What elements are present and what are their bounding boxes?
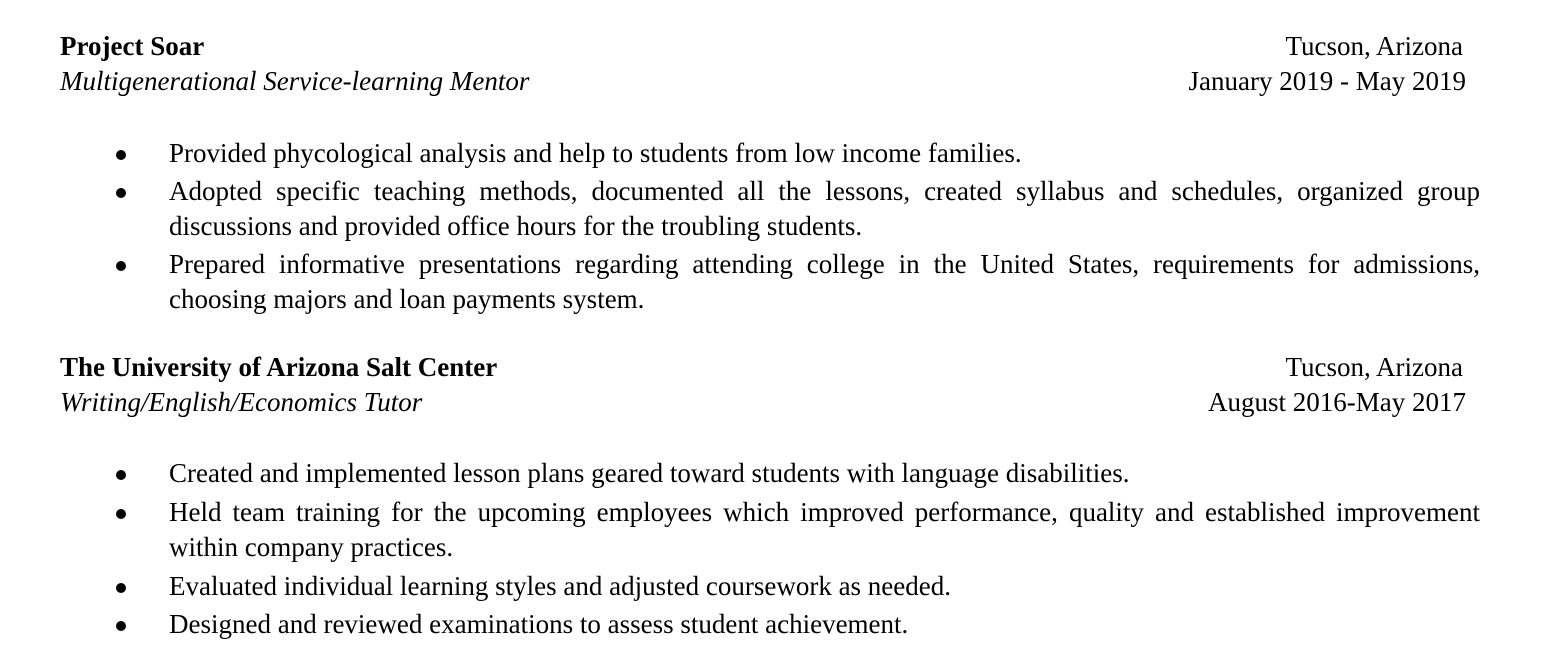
location: Tucson, Arizona — [1285, 31, 1463, 61]
entry-subheader — [60, 64, 1480, 99]
bullet-text: Provided phycological analysis and help to students from low income families. — [169, 138, 1022, 168]
bullet-text: Prepared informative presentations regarding attending college in the United States, requirements for admissions, choosing majors and loan payments system. — [169, 248, 1480, 314]
experience-entry-project-soar — [60, 29, 1480, 314]
role-title: Multigenerational Service-learning Mentor — [60, 66, 530, 96]
list-item — [110, 495, 1480, 566]
entry-header — [60, 350, 1480, 385]
role-title: Writing/English/Economics Tutor — [60, 387, 423, 417]
bullet-icon — [116, 470, 126, 480]
bullet-icon — [116, 150, 126, 160]
entry-subheader — [60, 385, 1480, 420]
list-item — [110, 569, 1480, 605]
bullet-text: Adopted specific teaching methods, documented all the lessons, created syllabus and schedules, organized group discussions and provided office hours for the troubling students. — [169, 175, 1480, 241]
date-range: January 2019 - May 2019 — [1188, 66, 1466, 96]
bullet-text: Held team training for the upcoming employees which improved performance, quality and established improvement within company practices. — [169, 496, 1480, 562]
responsibility-list — [110, 136, 1480, 320]
bullet-icon — [116, 509, 126, 519]
entry-header — [60, 29, 1480, 64]
bullet-icon — [116, 621, 126, 631]
list-item — [110, 136, 1480, 172]
list-item — [110, 247, 1480, 318]
list-item — [110, 456, 1480, 492]
experience-entry-salt-center — [60, 350, 1480, 639]
bullet-text: Created and implemented lesson plans geared toward students with language disabilities. — [169, 458, 1130, 488]
bullet-icon — [116, 188, 126, 198]
responsibility-list — [110, 456, 1480, 646]
organization-name: Project Soar — [60, 31, 205, 61]
organization-name: The University of Arizona Salt Center — [60, 352, 498, 382]
list-item — [110, 174, 1480, 245]
date-range: August 2016-May 2017 — [1208, 387, 1466, 417]
bullet-text: Evaluated individual learning styles and adjusted coursework as needed. — [169, 570, 952, 601]
location: Tucson, Arizona — [1285, 352, 1463, 382]
bullet-icon — [116, 583, 126, 593]
list-item — [110, 607, 1480, 643]
bullet-text: Designed and reviewed examinations to assess student achievement. — [169, 609, 909, 639]
bullet-icon — [116, 261, 126, 271]
